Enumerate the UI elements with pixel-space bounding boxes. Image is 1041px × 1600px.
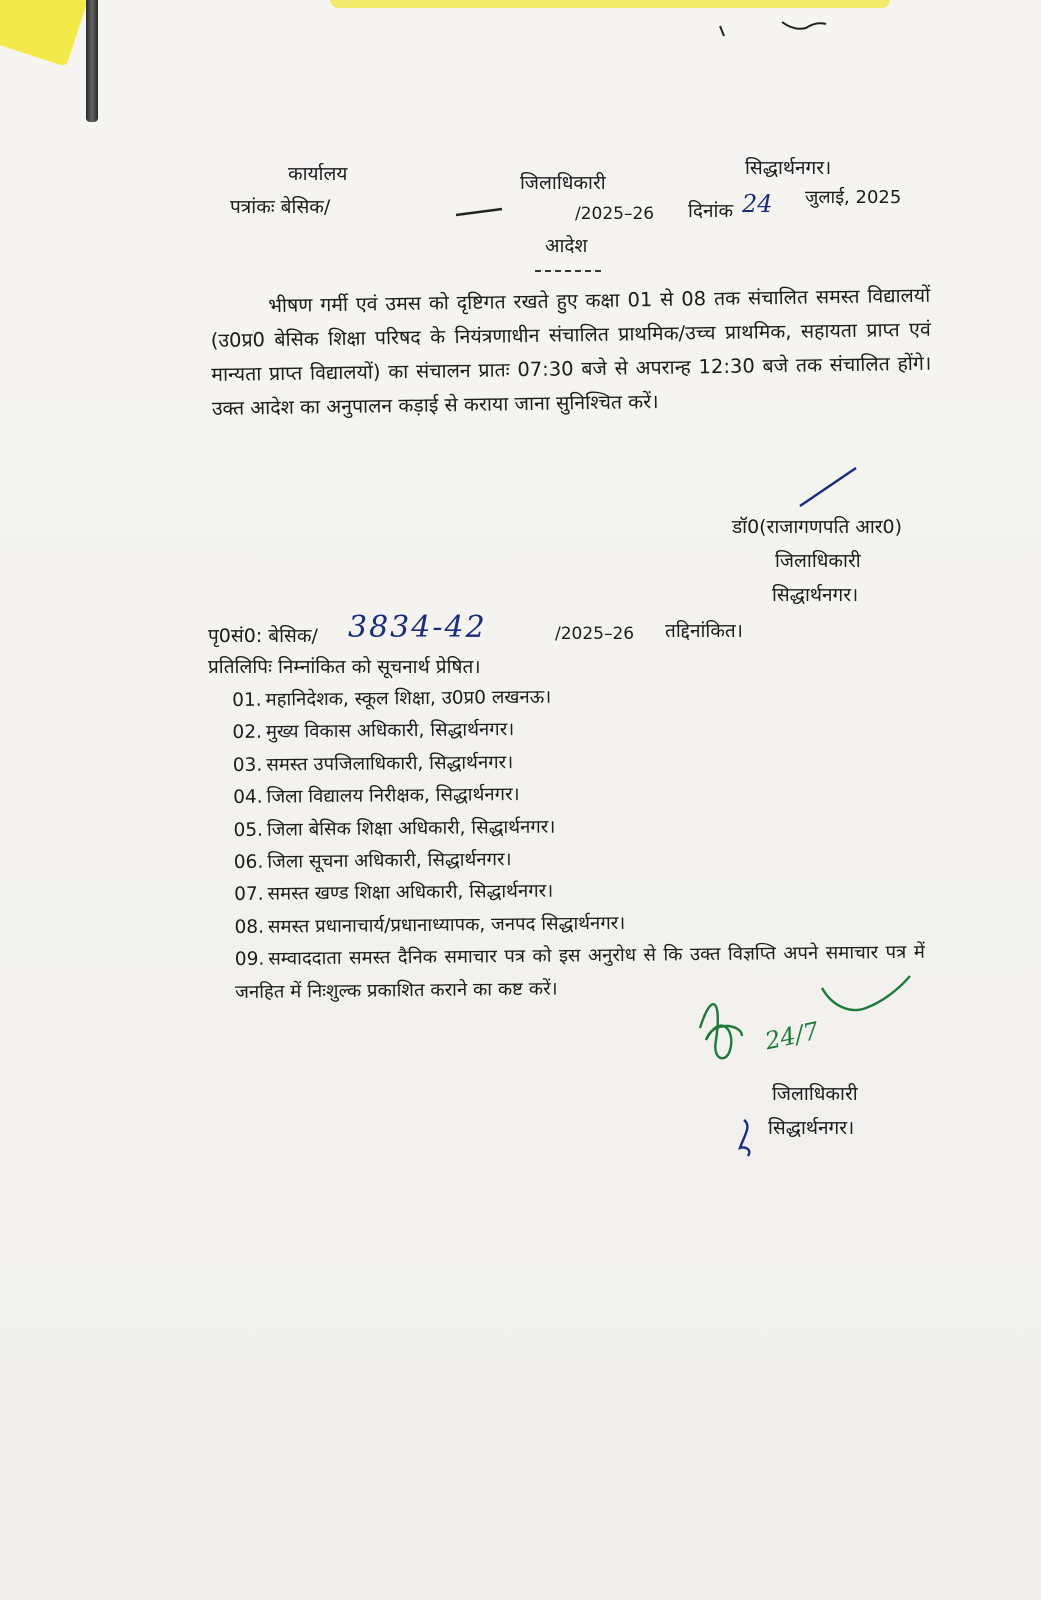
signatory-designation: जिलाधिकारी	[775, 550, 861, 572]
list-item-text: मुख्य विकास अधिकारी, सिद्धार्थनगर।	[265, 719, 515, 744]
date-label: दिनांक	[688, 200, 734, 222]
list-item-text: सम्वाददाता समस्त दैनिक समाचार पत्र को इस अनुरोध से कि उक्त विज्ञप्ति अपने समाचार पत्र में जनहित में निःशुल्क प्रकाशित कराने का कष्ट करें।	[235, 942, 925, 1003]
list-item-text: महानिदेशक, स्कूल शिक्षा, उ0प्र0 लखनऊ।	[265, 686, 552, 711]
endorsement-dated: तद्दिनांकित।	[665, 620, 743, 642]
top-pen-mark	[720, 22, 826, 36]
list-item-number: 01.	[232, 689, 262, 711]
list-item-number: 04.	[233, 786, 263, 809]
list-item-text: समस्त खण्ड शिक्षा अधिकारी, सिद्धार्थनगर।	[267, 881, 554, 906]
signatory-district: सिद्धार्थनगर।	[772, 584, 859, 606]
handwritten-date-day: 24	[742, 190, 773, 218]
green-signature-icon	[700, 976, 910, 1058]
header-district: सिद्धार्थनगर।	[745, 157, 832, 179]
list-item-text: समस्त उपजिलाधिकारी, सिद्धार्थनगर।	[266, 751, 514, 776]
list-item-number: 02.	[232, 722, 263, 744]
list-item-text: जिला बेसिक शिक्षा अधिकारी, सिद्धार्थनगर।	[266, 816, 556, 841]
handwritten-sign-date: 24/7	[762, 1016, 822, 1056]
handwritten-endorsement-number: 3834-42	[348, 610, 487, 645]
blue-tick-mark	[740, 1120, 749, 1156]
list-item-number: 09.	[234, 948, 265, 971]
letter-ref-prefix: पत्रांकः बेसिक/	[230, 196, 331, 218]
signatory-2-designation: जिलाधिकारी	[772, 1083, 858, 1105]
ref-blank-dash	[456, 209, 502, 215]
signatory-name: डॉ0(राजागणपति आर0)	[732, 516, 903, 538]
order-title: आदेश	[545, 235, 588, 257]
authority-label: जिलाधिकारी	[520, 172, 606, 194]
list-item-text: जिला विद्यालय निरीक्षक, सिद्धार्थनगर।	[266, 784, 520, 808]
list-item-text: समस्त प्रधानाचार्य/प्रधानाध्यापक, जनपद सिद्धार्थनगर।	[267, 912, 626, 938]
office-label: कार्यालय	[288, 163, 348, 185]
order-paragraph: भीषण गर्मी एवं उमस को दृष्टिगत रखते हुए कक्षा 01 से 08 तक संचालित समस्त विद्यालयों (उ0प्र0 बेसिक शिक्षा परिषद के नियंत्रणाधीन संचालित प्राथमिक/उच्च प्राथमिक, सहायता प्राप्त एवं मान्यता प्राप्त विद्यालयों) का संचालन प्रातः 07:30 बजे से अपरान्ह 12:30 बजे तक संचालित होंगे। उक्त आदेश का अनुपालन कड़ाई से कराया जाना सुनिश्चित करें।	[210, 283, 932, 420]
list-item-text: जिला सूचना अधिकारी, सिद्धार्थनगर।	[267, 849, 512, 873]
date-month-year: जुलाई, 2025	[805, 187, 902, 208]
list-item-number: 05.	[233, 819, 264, 841]
list-item-number: 03.	[232, 754, 263, 776]
signature-1-icon	[800, 468, 856, 506]
list-item-number: 07.	[234, 884, 264, 906]
endorsement-ref-prefix: पृ0सं0: बेसिक/	[208, 625, 318, 647]
endorsement-ref-year: /2025–26	[555, 624, 635, 644]
list-item-number: 06.	[233, 851, 264, 874]
letter-ref-year: /2025–26	[575, 204, 655, 224]
copy-forwarded-line: प्रतिलिपिः निम्नांकित को सूचनार्थ प्रेषित।	[208, 656, 481, 678]
list-item-number: 08.	[234, 916, 265, 938]
signatory-2-district: सिद्धार्थनगर।	[768, 1117, 855, 1139]
